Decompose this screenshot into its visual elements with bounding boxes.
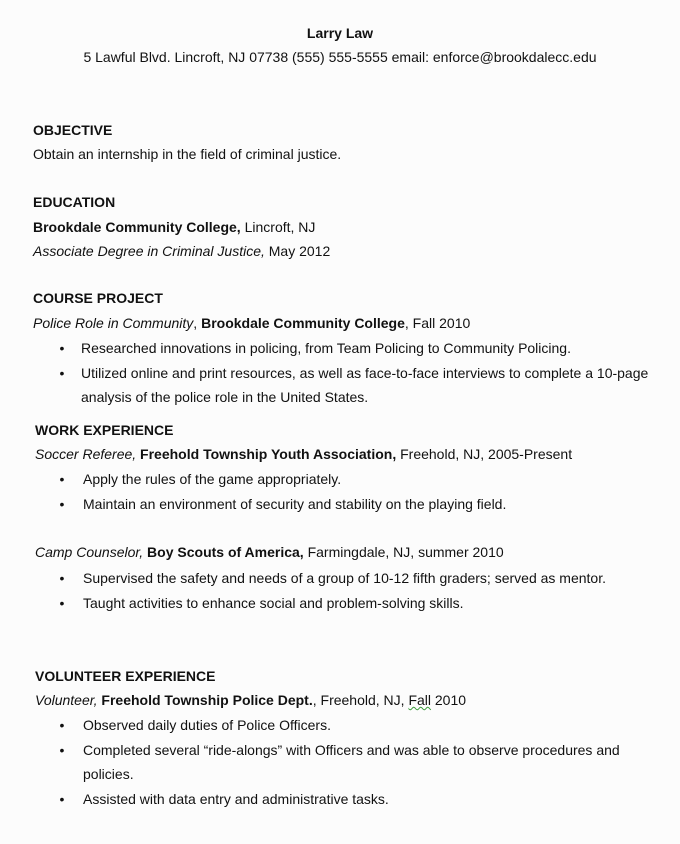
- objective-heading: OBJECTIVE: [33, 122, 113, 138]
- volunteer-line: [35, 691, 466, 709]
- job-org: Boy Scouts of America,: [143, 544, 304, 560]
- volunteer-heading: VOLUNTEER EXPERIENCE: [35, 668, 216, 684]
- list-item: Taught activities to enhance social and problem-solving skills.: [83, 595, 464, 611]
- list-item: Apply the rules of the game appropriately.: [83, 471, 342, 487]
- work-heading: WORK EXPERIENCE: [35, 422, 174, 438]
- list-item: Assisted with data entry and administrative tasks.: [83, 791, 389, 807]
- bullet-icon: •: [59, 595, 65, 611]
- bullet-icon: •: [59, 365, 65, 381]
- volunteer-year: 2010: [431, 692, 467, 708]
- course-project-heading: COURSE PROJECT: [33, 290, 163, 306]
- separator: ,: [193, 315, 202, 331]
- bullet-icon: •: [59, 570, 65, 586]
- education-school-line: [33, 218, 315, 236]
- bullet-icon: •: [59, 791, 65, 807]
- bullet-icon: •: [59, 340, 65, 356]
- project-date: , Fall 2010: [404, 315, 471, 331]
- list-item-continuation: analysis of the police role in the United States.: [81, 389, 369, 405]
- education-degree-line: [33, 242, 330, 260]
- job-details: Freehold, NJ, 2005-Present: [396, 446, 573, 462]
- job-role: Camp Counselor,: [35, 544, 144, 560]
- job-role: Soccer Referee,: [35, 446, 137, 462]
- course-project-line: [33, 314, 470, 332]
- volunteer-season: Fall: [408, 692, 431, 708]
- job-details: Farmingdale, NJ, summer 2010: [303, 544, 504, 560]
- volunteer-org: Freehold Township Police Dept.: [97, 692, 313, 708]
- degree: Associate Degree in Criminal Justice,: [33, 243, 265, 259]
- list-item-continuation: policies.: [83, 766, 134, 782]
- list-item: Utilized online and print resources, as well as face-to-face interviews to complete a 10-page: [81, 365, 649, 381]
- bullet-icon: •: [59, 496, 65, 512]
- school-name: Brookdale Community College,: [33, 219, 241, 235]
- job-org: Freehold Township Youth Association,: [136, 446, 397, 462]
- objective-text: Obtain an internship in the field of criminal justice.: [33, 146, 342, 162]
- school-location: Lincroft, NJ: [240, 219, 316, 235]
- project-school: Brookdale Community College: [201, 315, 405, 331]
- bullet-icon: •: [59, 471, 65, 487]
- job-line: [35, 445, 572, 463]
- list-item: Supervised the safety and needs of a group of 10-12 fifth graders; served as mentor.: [83, 570, 606, 586]
- list-item: Observed daily duties of Police Officers.: [83, 717, 331, 733]
- list-item: Completed several “ride-alongs” with Officers and was able to observe procedures and: [83, 742, 620, 758]
- project-title: Police Role in Community: [33, 315, 194, 331]
- list-item: Researched innovations in policing, from Team Policing to Community Policing.: [81, 340, 571, 356]
- candidate-name: Larry Law: [306, 25, 374, 41]
- education-heading: EDUCATION: [33, 194, 116, 210]
- volunteer-role: Volunteer,: [35, 692, 98, 708]
- list-item: Maintain an environment of security and stability on the playing field.: [83, 496, 507, 512]
- degree-date: May 2012: [264, 243, 331, 259]
- volunteer-details: , Freehold, NJ,: [312, 692, 409, 708]
- contact-info: 5 Lawful Blvd. Lincroft, NJ 07738 (555) 555-5555 email: enforce@brookdalecc.edu: [83, 49, 597, 65]
- bullet-icon: •: [59, 742, 65, 758]
- job-line: [35, 543, 504, 561]
- bullet-icon: •: [59, 717, 65, 733]
